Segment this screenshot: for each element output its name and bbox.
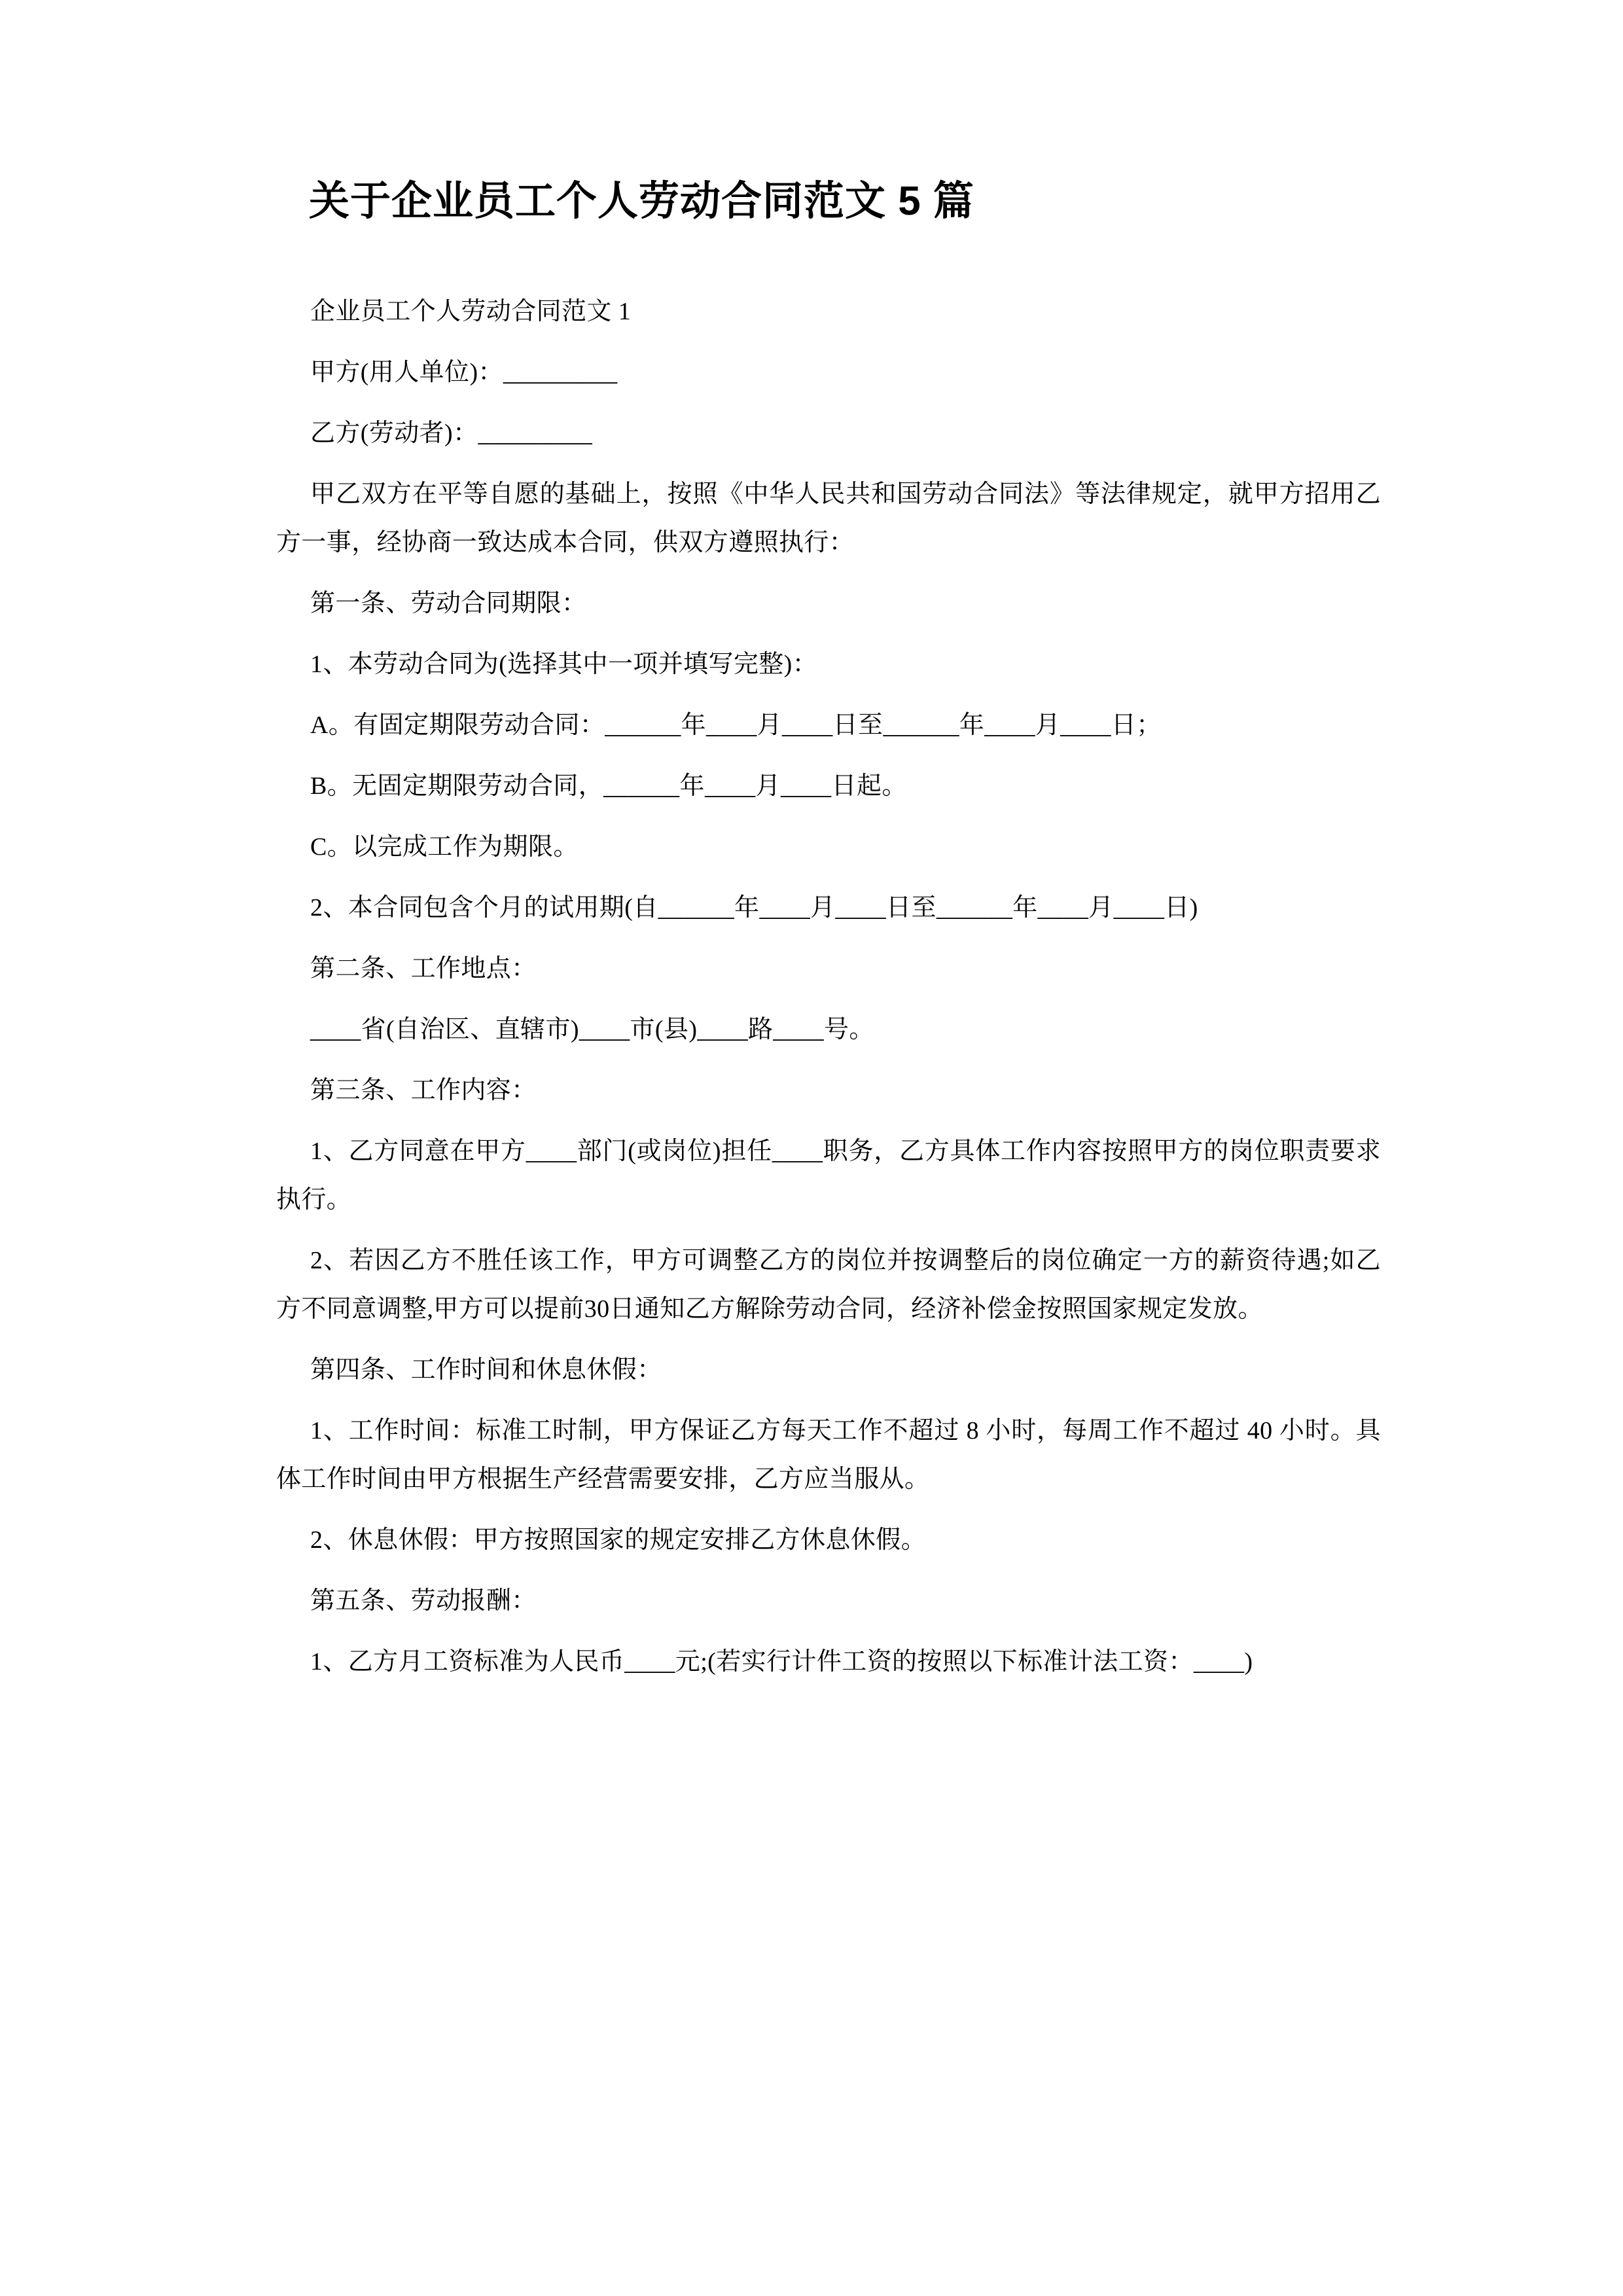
article-4-heading: 第四条、工作时间和休息休假：	[310, 1356, 662, 1384]
preamble: 甲乙双方在平等自愿的基础上，按照《中华人民共和国劳动合同法》等法律规定，就甲方招用乙方一事，经协商一致达成本合同，供双方遵照执行：	[276, 480, 1381, 557]
party-b-line: 乙方(劳动者)：_________	[310, 420, 593, 448]
document-paragraph-list	[276, 287, 1381, 1686]
article-2-heading: 第二条、工作地点：	[310, 955, 537, 983]
document-text-column	[276, 175, 1381, 1698]
article-1-item-2: 2、本合同包含个月的试用期(自______年____月____日至______年____月____日)	[310, 894, 1198, 922]
article-2-body: ____省(自治区、直辖市)____市(县)____路____号。	[310, 1016, 874, 1044]
article-5-heading: 第五条、劳动报酬：	[310, 1587, 537, 1615]
article-4-item-2: 2、休息休假：甲方按照国家的规定安排乙方休息休假。	[310, 1526, 927, 1554]
article-3-item-2: 2、若因乙方不胜任该工作，甲方可调整乙方的岗位并按调整后的岗位确定一方的薪资待遇;如乙方不同意调整,甲方可以提前30日通知乙方解除劳动合同，经济补偿金按照国家规定发放。	[276, 1247, 1381, 1323]
article-1-option-b: B。无固定期限劳动合同，______年____月____日起。	[310, 772, 907, 800]
article-5-item-1: 1、乙方月工资标准为人民币____元;(若实行计件工资的按照以下标准计法工资：____)	[310, 1648, 1253, 1676]
article-4-item-1: 1、工作时间：标准工时制，甲方保证乙方每天工作不超过 8 小时，每周工作不超过 40 小时。具体工作时间由甲方根据生产经营需要安排，乙方应当服从。	[276, 1417, 1381, 1494]
article-1-heading: 第一条、劳动合同期限：	[310, 590, 587, 618]
article-3-item-1: 1、乙方同意在甲方____部门(或岗位)担任____职务，乙方具体工作内容按照甲方的岗位职责要求执行。	[276, 1138, 1381, 1214]
page-title: 关于企业员工个人劳动合同范文 5 篇	[309, 179, 974, 224]
article-1-item-1: 1、本劳动合同为(选择其中一项并填写完整)：	[310, 651, 818, 679]
sample-heading-1: 企业员工个人劳动合同范文 1	[310, 298, 632, 326]
article-1-option-a: A。有固定期限劳动合同：______年____月____日至______年____月____日；	[310, 711, 1162, 740]
article-1-option-c: C。以完成工作为期限。	[310, 833, 579, 861]
article-3-heading: 第三条、工作内容：	[310, 1077, 537, 1105]
party-a-line: 甲方(用人单位)：_________	[310, 359, 618, 387]
